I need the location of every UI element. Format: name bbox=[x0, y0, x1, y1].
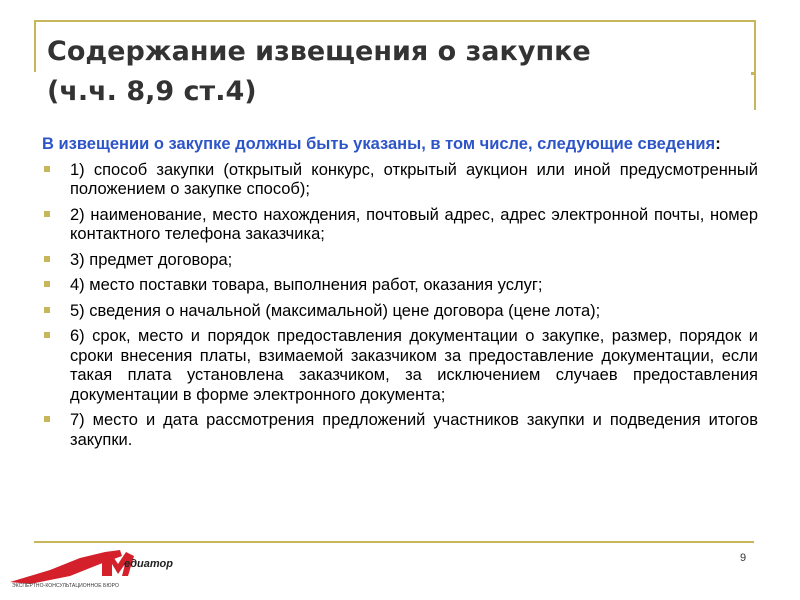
list-item-text: 4) место поставки товара, выполнения работ, оказания услуг; bbox=[70, 276, 543, 294]
list-item-text: 6) срок, место и порядок предоставления документации о закупке, размер, порядок и сроки внесения платы, взимаемой заказчиком за предоставление документации, если такая плата установлена заказчиком, за исключением случаев предоставления документации в форме электронного документа; bbox=[70, 327, 758, 404]
title-dot bbox=[751, 72, 754, 75]
list-item bbox=[42, 276, 758, 296]
intro-colon: : bbox=[715, 135, 721, 153]
intro-text bbox=[42, 135, 758, 155]
list-item bbox=[42, 251, 758, 271]
bullet-icon bbox=[44, 211, 50, 217]
list-item-text: 2) наименование, место нахождения, почтовый адрес, адрес электронной почты, номер контактного телефона заказчика; bbox=[70, 205, 758, 243]
list-item bbox=[42, 206, 758, 245]
page-number: 9 bbox=[740, 552, 747, 564]
list-item bbox=[42, 327, 758, 405]
logo-subtitle: ЭКСПЕРТНО-КОНСУЛЬТАЦИОННОЕ БЮРО bbox=[12, 583, 119, 589]
logo-name: едиатор bbox=[124, 558, 173, 570]
list-item bbox=[42, 161, 758, 200]
bullet-icon bbox=[44, 307, 50, 313]
list-item bbox=[42, 302, 758, 322]
title-line-2: (ч.ч. 8,9 ст.4) bbox=[47, 76, 257, 107]
bullet-icon bbox=[44, 332, 50, 338]
bullet-icon bbox=[44, 166, 50, 172]
intro-body: В извещении о закупке должны быть указаны, в том числе, следующие сведения bbox=[42, 135, 716, 153]
list-item-text: 1) способ закупки (открытый конкурс, открытый аукцион или иной предусмотренный положением о закупке способ); bbox=[70, 160, 758, 198]
list-item-text: 7) место и дата рассмотрения предложений участников закупки и подведения итогов закупки. bbox=[70, 411, 758, 449]
title-line-1: Содержание извещения о закупке bbox=[47, 36, 591, 67]
requirements-list bbox=[42, 161, 758, 451]
bullet-icon bbox=[44, 281, 50, 287]
slide-title bbox=[47, 32, 747, 112]
list-item bbox=[42, 411, 758, 450]
slide-content bbox=[42, 135, 758, 456]
list-item-text: 3) предмет договора; bbox=[70, 250, 233, 269]
title-frame-left bbox=[34, 20, 36, 72]
bullet-icon bbox=[44, 256, 50, 262]
footer-divider bbox=[34, 541, 754, 543]
bullet-icon bbox=[44, 416, 50, 422]
list-item-text: 5) сведения о начальной (максимальной) цене договора (цене лота); bbox=[70, 301, 601, 320]
